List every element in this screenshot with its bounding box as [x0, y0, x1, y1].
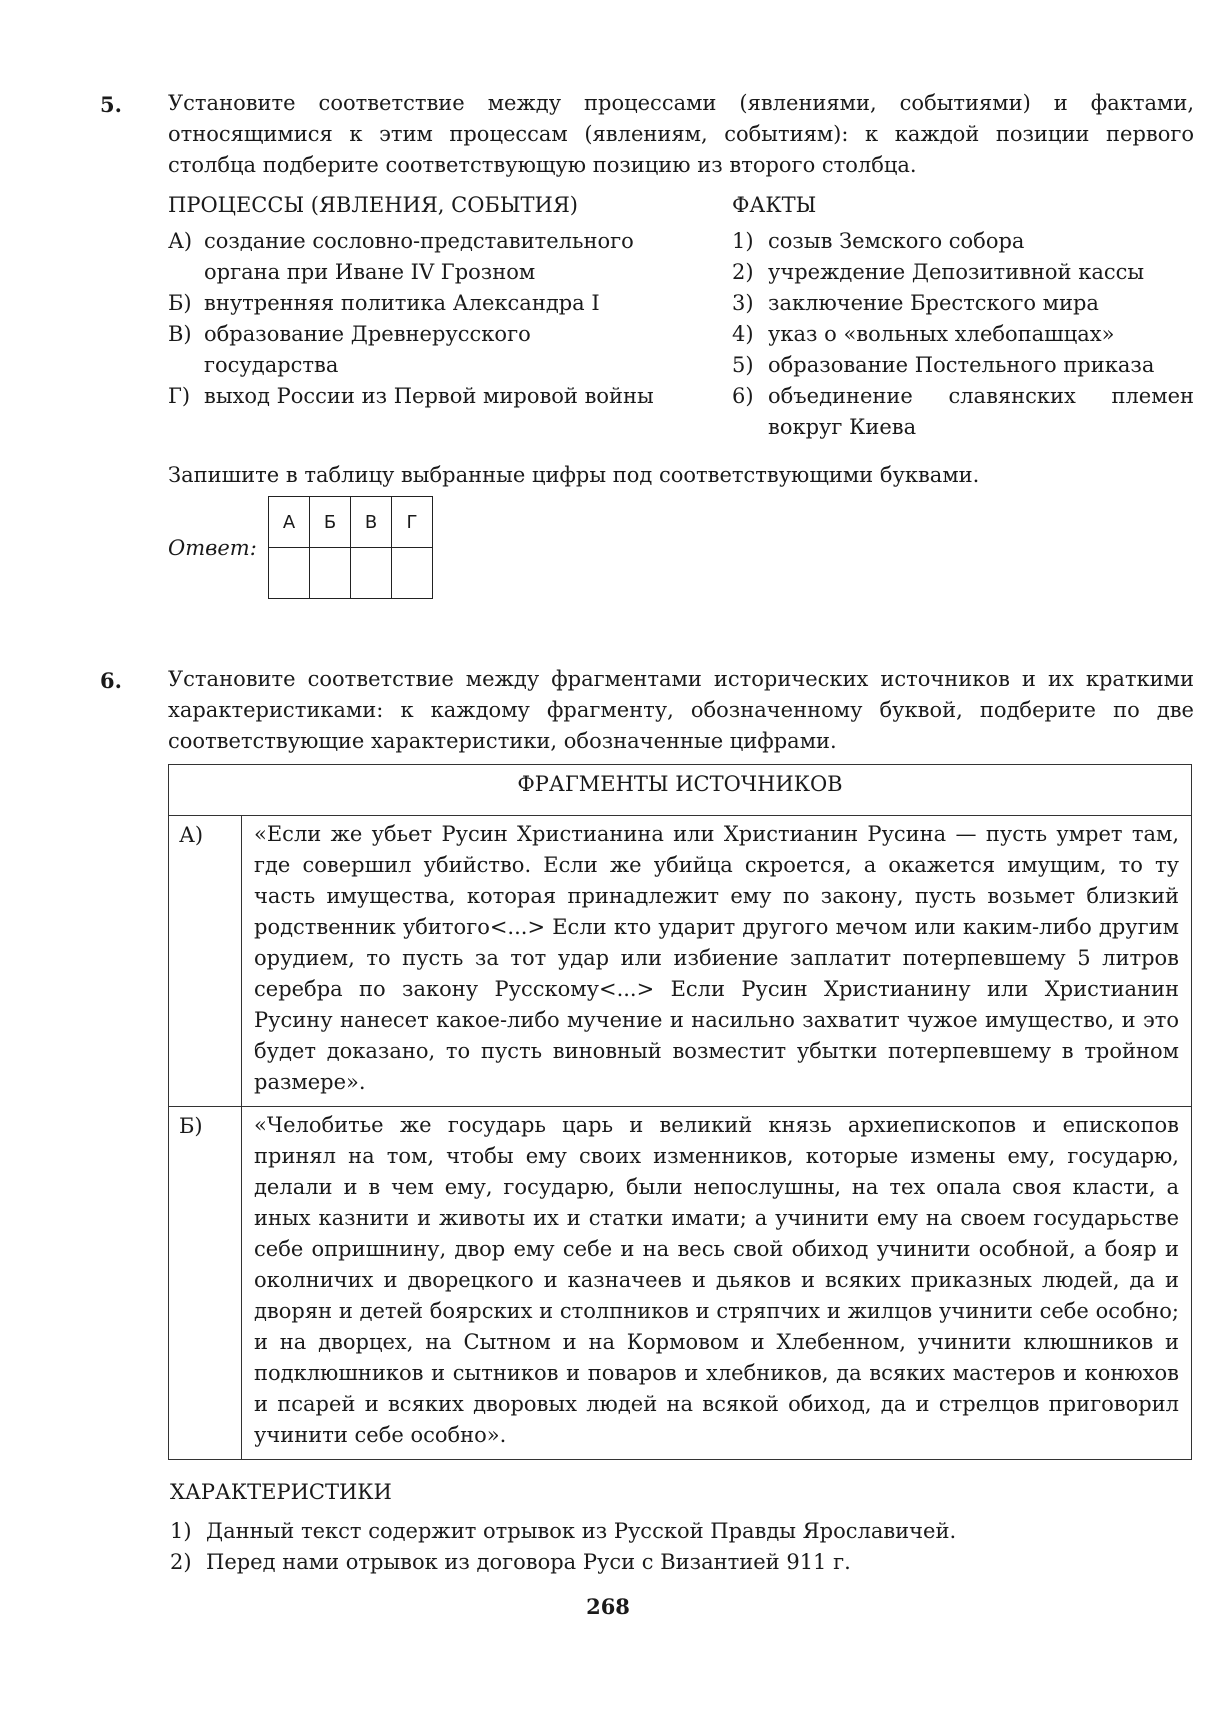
task-6-instruction: Установите соответствие между фрагментами исторических источников и их краткими характеристиками: к каждому фрагменту, обозначенному буквой, подберите по две соответствующие характеристики, обозначенные цифрами.: [168, 667, 1194, 753]
fact-text: учреждение Депозитивной кассы: [768, 260, 1145, 284]
fact-number: 6): [732, 384, 754, 408]
characteristic-number: 2): [170, 1550, 192, 1574]
process-letter: Г): [168, 384, 191, 408]
process-letter: А): [168, 229, 193, 253]
characteristic-item: [170, 1516, 1170, 1547]
answer-cell-a[interactable]: [269, 548, 310, 599]
process-letter: В): [168, 322, 192, 346]
answer-label: Ответ:: [168, 536, 257, 560]
fact-item: [732, 350, 1194, 381]
characteristics-list: [170, 1516, 1170, 1578]
facts-header: ФАКТЫ: [732, 193, 817, 217]
fragment-letter: Б): [169, 1107, 242, 1460]
answer-header-cell: А: [269, 497, 310, 548]
answer-header-cell: В: [351, 497, 392, 548]
answer-header-cell: Г: [392, 497, 433, 548]
process-item: [168, 381, 658, 412]
process-text: образование Древнерусского государства: [204, 322, 531, 377]
facts-list: [732, 226, 1194, 443]
process-letter: Б): [168, 291, 192, 315]
process-text: создание сословно-представительного органа при Иване IV Грозном: [204, 229, 634, 284]
processes-header: ПРОЦЕССЫ (ЯВЛЕНИЯ, СОБЫТИЯ): [168, 193, 579, 217]
fact-item: [732, 257, 1194, 288]
task-5-number: 5.: [100, 92, 122, 117]
process-text: внутренняя политика Александра I: [204, 291, 600, 315]
fact-item: [732, 226, 1194, 257]
fact-text: указ о «вольных хлебопашцах»: [768, 322, 1115, 346]
fact-text: заключение Брестского мира: [768, 291, 1099, 315]
fact-number: 2): [732, 260, 754, 284]
process-text: выход России из Первой мировой войны: [204, 384, 654, 408]
fact-item: [732, 381, 1194, 443]
fragment-text: «Если же убьет Русин Христианина или Христианин Русина — пусть умрет там, где совершил убийство. Если же убийца скроется, а окажется имущим, то ту часть имущества, которая принадлежит ему по закону, пусть возьмет близкий родственник убитого<...> Если кто ударит другого мечом или каким-либо другим орудием, то пусть за тот удар или избиение заплатит потерпевшему 5 литров серебра по закону Русскому<...> Если Русин Христианину или Христианин Русину нанесет какое-либо мучение и насильно захватит чужое имущество, и это будет доказано, то пусть виновный возместит убытки потерпевшему в тройном размере».: [242, 816, 1192, 1107]
answer-header-row: [269, 497, 433, 548]
fragments-header-row: [169, 765, 1192, 816]
task-5-instruction: Установите соответствие между процессами (явлениями, событиями) и фактами, относящимися к этим процессам (явлениям, событиям): к каждой позиции первого столбца подберите соответствующую позицию из второго столбца.: [168, 91, 1194, 177]
process-item: [168, 226, 658, 288]
fragments-table: [168, 764, 1192, 1460]
characteristic-text: Данный текст содержит отрывок из Русской Правды Ярославичей.: [206, 1519, 957, 1543]
fragment-row: [169, 1107, 1192, 1460]
processes-list: [168, 226, 658, 412]
fact-number: 1): [732, 229, 754, 253]
characteristic-text: Перед нами отрывок из договора Руси с Византией 911 г.: [206, 1550, 851, 1574]
table-instruction: Запишите в таблицу выбранные цифры под соответствующими буквами.: [168, 463, 980, 487]
fact-item: [732, 288, 1194, 319]
fact-text: образование Постельного приказа: [768, 353, 1155, 377]
process-item: [168, 288, 658, 319]
page-number: 268: [586, 1594, 630, 1619]
fact-number: 4): [732, 322, 754, 346]
answer-table: [268, 496, 433, 599]
fact-text: объединение славянских племен вокруг Киева: [768, 384, 1194, 439]
answer-header-cell: Б: [310, 497, 351, 548]
characteristics-header: ХАРАКТЕРИСТИКИ: [170, 1480, 392, 1504]
answer-cell-v[interactable]: [351, 548, 392, 599]
fact-item: [732, 319, 1194, 350]
answer-input-row: [269, 548, 433, 599]
fragments-header: ФРАГМЕНТЫ ИСТОЧНИКОВ: [169, 765, 1192, 816]
fragment-letter: А): [169, 816, 242, 1107]
answer-cell-g[interactable]: [392, 548, 433, 599]
fact-number: 3): [732, 291, 754, 315]
fragment-text: «Челобитье же государь царь и великий князь архиепископов и епископов принял на том, чтобы ему своих изменников, которые измены ему, государю, делали и в чем ему, государю, были непослушны, на тех опала своя класти, а иных казнити и животы их и статки имати; а учинити ему на своем государьстве себе опришнину, двор ему себе и на весь свой обиход учинити особной, а бояр и околничих и дворецкого и казначеев и дьяков и всяких приказных людей, да и дворян и детей боярских и столпников и стряпчих и жилцов учинити себе особно; и на дворцех, на Сытном и на Кормовом и Хлебенном, учинити клюшников и подклюшников и сытников и поваров и хлебников, да всяких мастеров и конюхов и псарей и всяких дворовых людей на всякой обиход, да и стрелцов приговорил учинити себе особно».: [242, 1107, 1192, 1460]
fact-text: созыв Земского собора: [768, 229, 1025, 253]
characteristic-number: 1): [170, 1519, 192, 1543]
process-item: [168, 319, 658, 381]
fact-number: 5): [732, 353, 754, 377]
answer-cell-b[interactable]: [310, 548, 351, 599]
task-6-number: 6.: [100, 668, 122, 693]
characteristic-item: [170, 1547, 1170, 1578]
fragment-row: [169, 816, 1192, 1107]
